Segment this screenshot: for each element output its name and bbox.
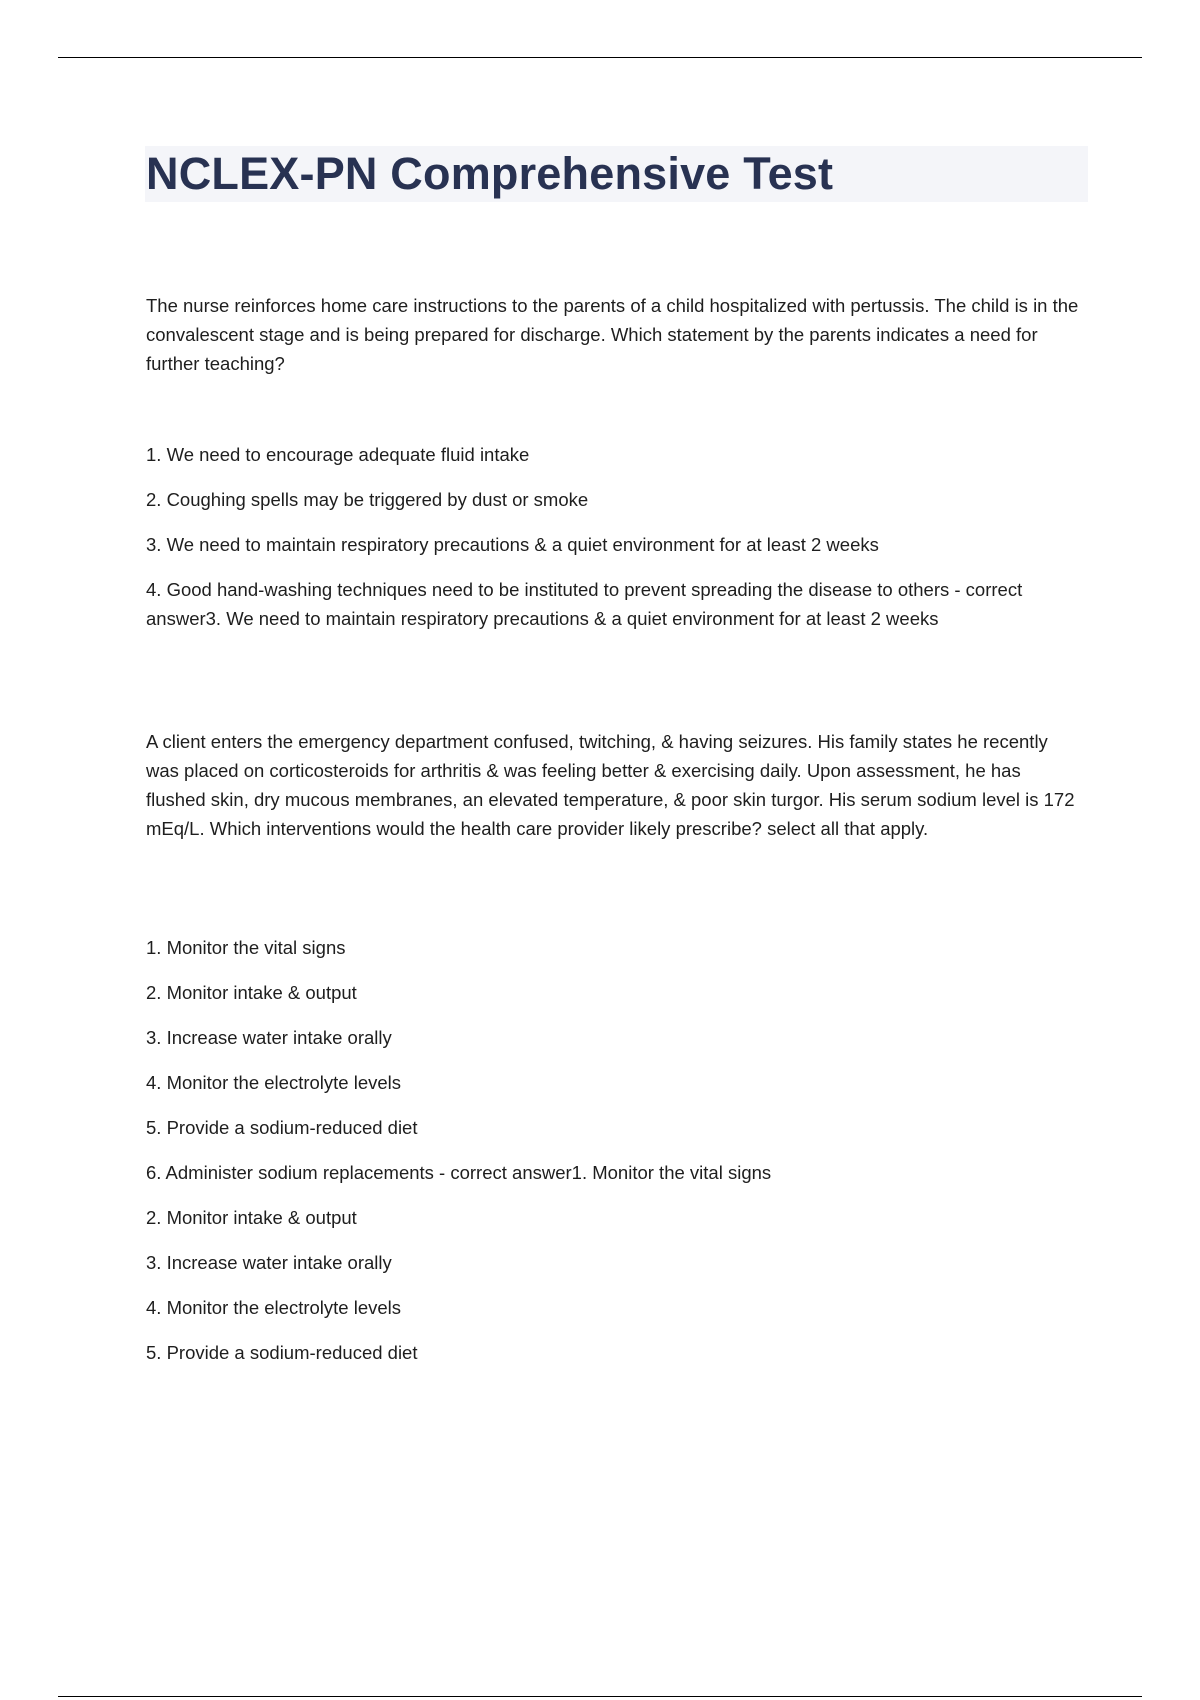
question-1-prompt: The nurse reinforces home care instructions to the parents of a child hospitalized with pertussis. The child is in the convalescent stage and is being prepared for discharge. Which statement by the parents indicates a need for further teaching? bbox=[146, 295, 1079, 374]
question-2-line: 3. Increase water intake orally bbox=[146, 1252, 392, 1273]
question-1-line: 2. Coughing spells may be triggered by dust or smoke bbox=[146, 489, 589, 510]
question-2-options bbox=[146, 933, 1081, 1383]
bottom-rule bbox=[58, 1696, 1142, 1697]
top-rule bbox=[58, 57, 1142, 58]
question-1-line: 4. Good hand-washing techniques need to be instituted to prevent spreading the disease to others - correct answer3. We need to maintain respiratory precautions & a quiet environment for at least 2 weeks bbox=[146, 579, 1023, 629]
document-title: NCLEX-PN Comprehensive Test bbox=[146, 148, 834, 199]
question-2-line: 5. Provide a sodium-reduced diet bbox=[146, 1342, 418, 1363]
question-1-line: 3. We need to maintain respiratory precautions & a quiet environment for at least 2 weeks bbox=[146, 534, 879, 555]
question-1-line: 1. We need to encourage adequate fluid intake bbox=[146, 444, 530, 465]
question-2-line: 4. Monitor the electrolyte levels bbox=[146, 1072, 402, 1093]
question-2-line: 6. Administer sodium replacements - correct answer1. Monitor the vital signs bbox=[146, 1162, 772, 1183]
question-1-options bbox=[146, 440, 1081, 649]
question-2-prompt: A client enters the emergency department confused, twitching, & having seizures. His family states he recently was placed on corticosteroids for arthritis & was feeling better & exercising daily. Upon assessment, he has flushed skin, dry mucous membranes, an elevated temperature, & poor skin turgor. His serum sodium level is 172 mEq/L. Which interventions would the health care provider likely prescribe? select all that apply. bbox=[146, 731, 1075, 839]
question-2-line: 2. Monitor intake & output bbox=[146, 1207, 357, 1228]
question-2-line: 4. Monitor the electrolyte levels bbox=[146, 1297, 402, 1318]
question-2-line: 5. Provide a sodium-reduced diet bbox=[146, 1117, 418, 1138]
question-2-line: 1. Monitor the vital signs bbox=[146, 937, 346, 958]
question-2-line: 2. Monitor intake & output bbox=[146, 982, 357, 1003]
question-2-line: 3. Increase water intake orally bbox=[146, 1027, 392, 1048]
